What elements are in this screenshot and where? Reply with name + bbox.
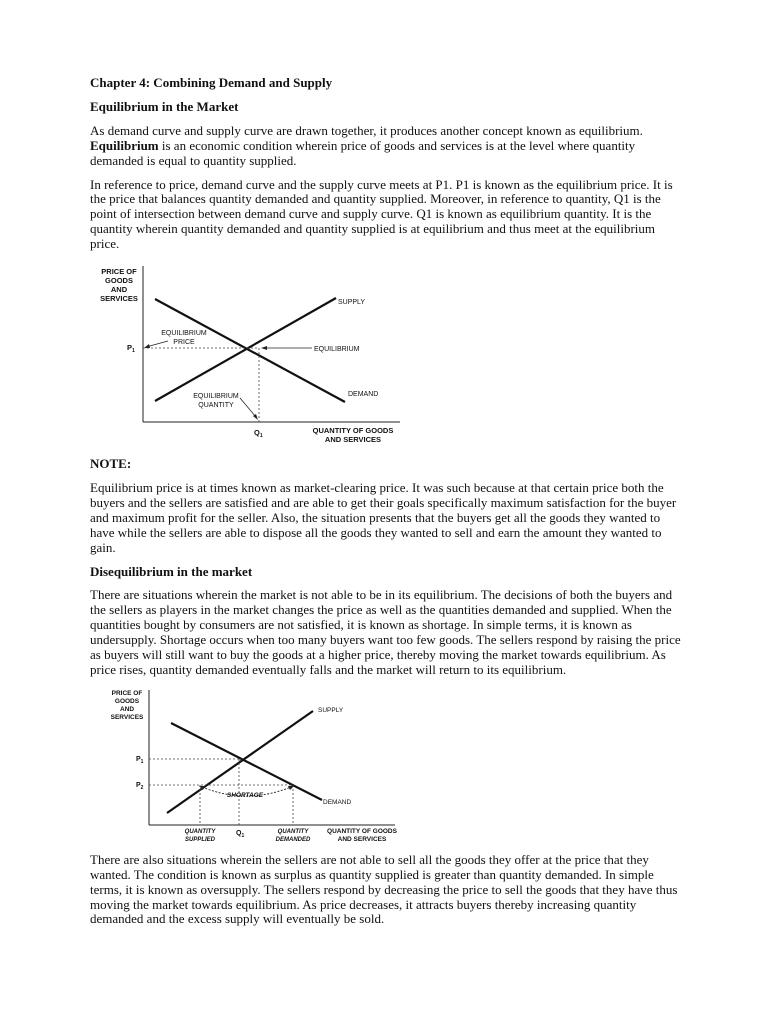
shortage-diagram xyxy=(90,687,410,847)
p2-label xyxy=(136,782,144,791)
p1-label xyxy=(127,343,135,354)
paragraph-note: Equilibrium price is at times known as market-clearing price. It was such because at that certain price both the buyers and the sellers are satisfied and are able to get their goals specifically maximum satisfaction for the buyer and maximum profit for the seller. Also, the situation presents that the buyers get all the goods they wanted to have while the sellers are able to dispose all the goods they wanted to sell and earn the amount they wanted to gain. xyxy=(90,479,677,555)
section-heading-disequilibrium: Disequilibrium in the market xyxy=(90,563,253,579)
supply-label: SUPPLY xyxy=(318,706,344,714)
paragraph-equilibrium-definition xyxy=(90,124,682,169)
y-axis-label-line: GOODS xyxy=(114,697,140,705)
section-heading-equilibrium: Equilibrium in the Market xyxy=(90,98,239,114)
q-supplied-label-line: QUANTITY xyxy=(184,828,216,835)
eq-price-label-line: EQUILIBRIUM xyxy=(161,330,207,338)
q1-letter: Q xyxy=(236,829,242,837)
p1-letter: P xyxy=(127,343,133,353)
eq-price-arrowhead xyxy=(144,344,150,348)
q1-label xyxy=(254,428,263,439)
note-label: NOTE: xyxy=(90,456,132,472)
y-axis-label-line: AND xyxy=(119,705,135,713)
q1-label xyxy=(236,830,244,839)
q-demanded-label-line: QUANTITY xyxy=(277,828,309,835)
y-axis-label-line: PRICE OF xyxy=(101,267,137,277)
y-axis-label-line: SERVICES xyxy=(110,713,144,721)
paragraph-surplus: There are also situations wherein the sellers are not able to sell all the goods they offer at the price that they wanted. The condition is known as surplus as quantity supplied is greater than quantity demanded. In simple terms, it is known as oversupply. The sellers respond by decreasing the price to sell the goods that they have thus moving the market towards equilibrium. As price decreases, it attracts buyers thereby increasing quantity demanded and the excess supply will eventually be sold. xyxy=(90,851,678,927)
y-axis-label-line: PRICE OF xyxy=(111,689,143,697)
q1-subscript: 1 xyxy=(241,832,245,839)
x-axis-label-line: AND SERVICES xyxy=(324,435,382,445)
equilibrium-label: EQUILIBRIUM xyxy=(314,346,360,354)
paragraph-equilibrium-price: In reference to price, demand curve and the supply curve meets at P1. P1 is known as the equilibrium price. It is the price that balances quantity demanded and quantity supplied. Moreover, in reference to quantity, Q1 is the point of intersection between demand curve and supply curve. Q1 is known as equilibrium quantity. It is the quantity wherein quantity demanded and quantity supplied is at equilibrium and thus meet at the equilibrium price. xyxy=(90,176,673,252)
equilibrium-term: Equilibrium xyxy=(90,137,159,153)
y-axis-label-line: GOODS xyxy=(105,276,133,286)
p1-subscript: 1 xyxy=(132,348,135,355)
q1-letter: Q xyxy=(254,428,260,438)
x-axis-label-line: AND SERVICES xyxy=(337,835,387,843)
demand-label: DEMAND xyxy=(348,391,379,399)
y-axis-label-line: AND xyxy=(110,285,128,295)
demand-label: DEMAND xyxy=(323,798,352,806)
paragraph-shortage: There are situations wherein the market is not able to be in its equilibrium. The decisions of both the buyers and the sellers as players in the market changes the price as well as the quantities demanded and supplied. When the quantities bought by consumers are not satisfied, it is known as shortage. In simple terms, it is known as undersupply. Shortage occurs when too many buyers want too few goods. The sellers respond by raising the price as buyers will still want to buy the goods at a higher price, thereby moving the market towards equilibrium. As price rises, quantity demanded eventually falls and the market will return to its equilibrium. xyxy=(90,587,681,677)
p2-letter: P xyxy=(136,781,141,789)
x-axis-label-line: QUANTITY OF GOODS xyxy=(312,426,394,436)
eq-quantity-label-line: EQUILIBRIUM xyxy=(193,393,239,401)
q1-subscript: 1 xyxy=(259,433,263,440)
document-page xyxy=(90,74,682,936)
shortage-label: SHORTAGE xyxy=(226,791,264,799)
paragraph-rest: is an economic condition wherein price of goods and services is at the level where quantity demanded is equal to quantity supplied. xyxy=(90,137,636,168)
p1-letter: P xyxy=(136,755,141,763)
supply-label: SUPPLY xyxy=(338,299,366,307)
equilibrium-diagram xyxy=(90,261,410,451)
y-axis-label-line: SERVICES xyxy=(100,294,138,304)
eq-price-label-line: PRICE xyxy=(173,339,195,347)
demand-curve xyxy=(171,723,322,800)
eq-quantity-pointer xyxy=(240,398,256,417)
paragraph-lead: As demand curve and supply curve are drawn together, it produces another concept known as equilibrium. xyxy=(90,122,643,138)
p2-subscript: 2 xyxy=(140,784,144,791)
x-axis-label-line: QUANTITY OF GOODS xyxy=(327,827,397,835)
p1-label xyxy=(136,756,144,765)
q-demanded-label-line: DEMANDED xyxy=(275,836,311,843)
chapter-title: Chapter 4: Combining Demand and Supply xyxy=(90,75,333,90)
eq-quantity-label-line: QUANTITY xyxy=(198,402,234,410)
q-supplied-label-line: SUPPLIED xyxy=(184,836,216,843)
equilibrium-arrowhead xyxy=(261,346,267,350)
p1-subscript: 1 xyxy=(140,758,144,765)
